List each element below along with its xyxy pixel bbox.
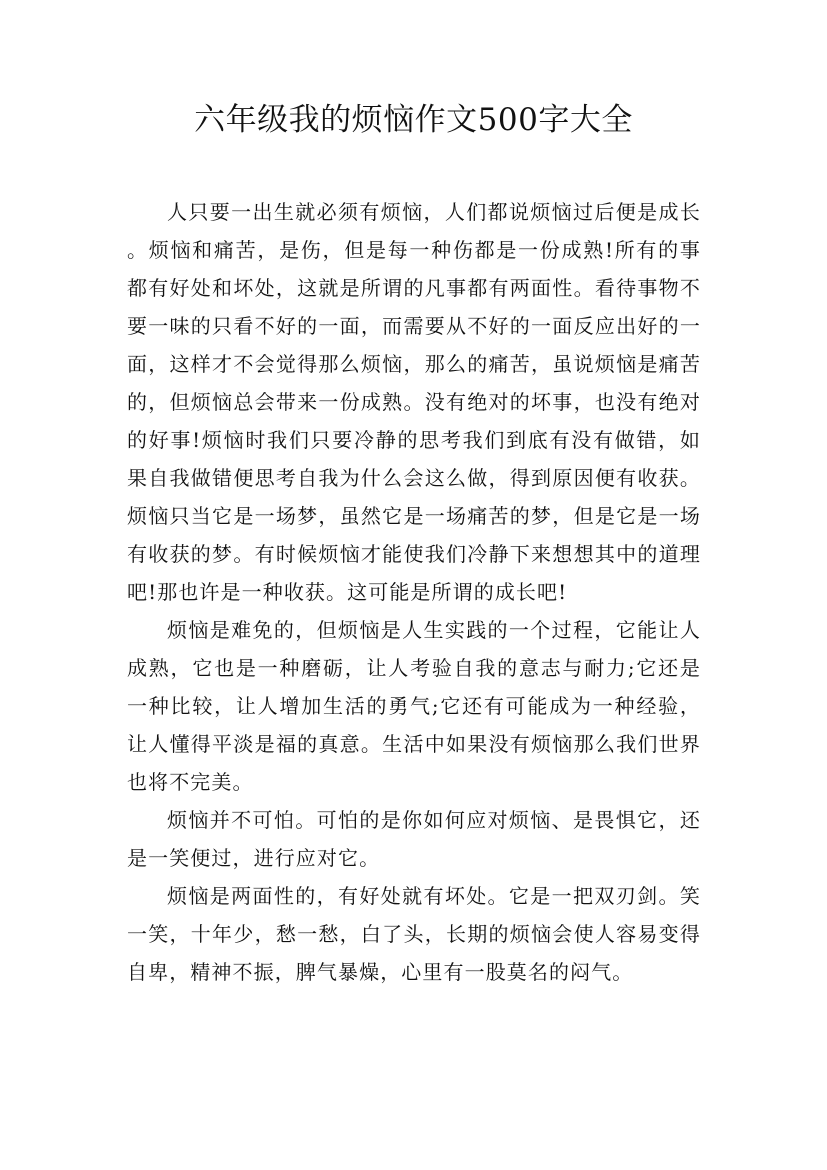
- paragraph: 烦恼是两面性的，有好处就有坏处。它是一把双刃剑。笑一笑，十年少，愁一愁，白了头，长期的烦恼会使人容易变得自卑，精神不振，脾气暴燥，心里有一股莫名的闷气。: [127, 884, 701, 984]
- paragraph: 烦恼并不可怕。可怕的是你如何应对烦恼、是畏惧它，还是一笑便过，进行应对它。: [127, 808, 701, 870]
- document-body: [127, 193, 701, 991]
- paragraph: 人只要一出生就必须有烦恼，人们都说烦恼过后便是成长。烦恼和痛苦，是伤，但是每一种伤都是一份成熟!所有的事都有好处和坏处，这就是所谓的凡事都有两面性。看待事物不要一味的只看不好的一面，而需要从不好的一面反应出好的一面，这样才不会觉得那么烦恼，那么的痛苦，虽说烦恼是痛苦的，但烦恼总会带来一份成熟。没有绝对的坏事，也没有绝对的好事!烦恼时我们只要冷静的思考我们到底有没有做错，如果自我做错便思考自我为什么会这么做，得到原因便有收获。烦恼只当它是一场梦，虽然它是一场痛苦的梦，但是它是一场有收获的梦。有时候烦恼才能使我们冷静下来想想其中的道理吧!那也许是一种收获。这可能是所谓的成长吧!: [127, 200, 701, 604]
- document-title: 六年级我的烦恼作文500字大全: [194, 102, 633, 138]
- paragraph: 烦恼是难免的，但烦恼是人生实践的一个过程，它能让人成熟，它也是一种磨砺，让人考验自我的意志与耐力;它还是一种比较，让人增加生活的勇气;它还有可能成为一种经验，让人懂得平淡是福的真意。生活中如果没有烦恼那么我们世界也将不完美。: [127, 618, 701, 794]
